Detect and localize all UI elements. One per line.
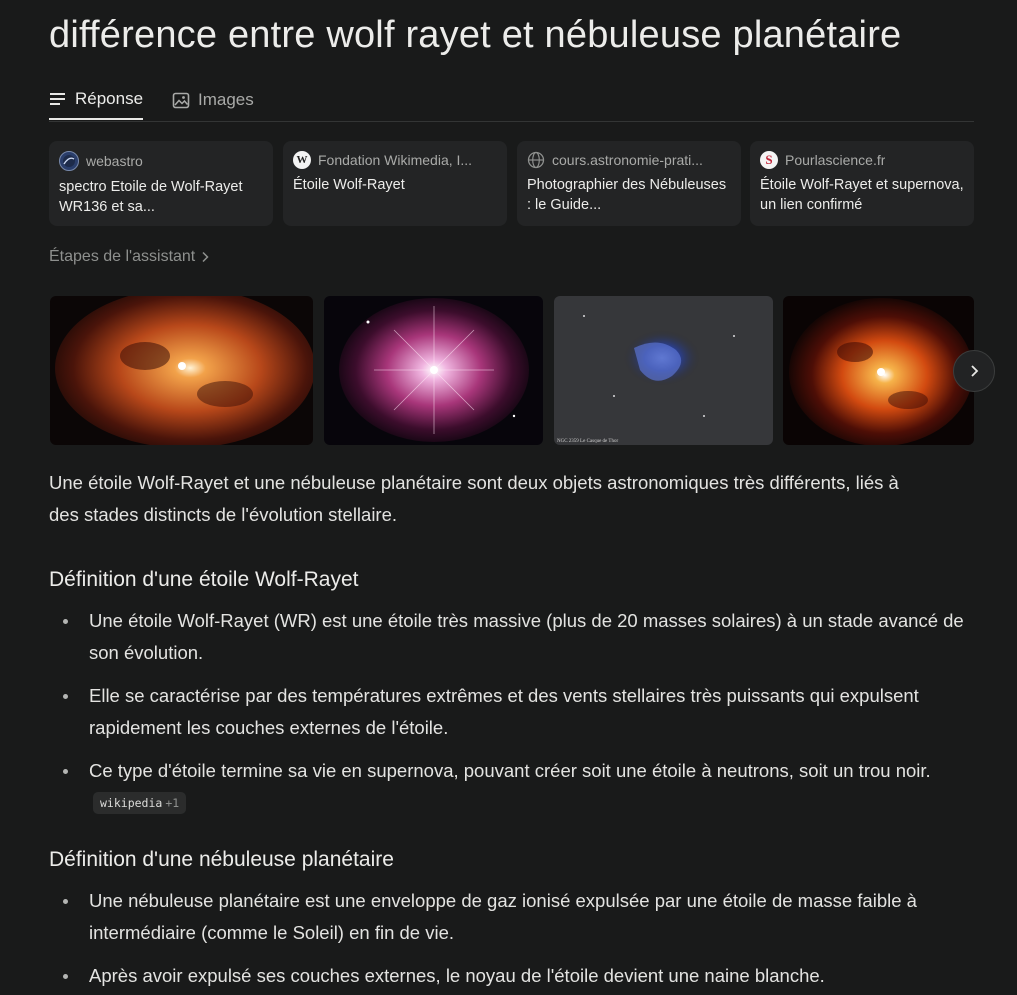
webastro-icon xyxy=(59,151,79,171)
list-item-text: Après avoir expulsé ses couches externes, le noyau de l'étoile devient une naine blanche. xyxy=(89,965,825,986)
assistant-steps-label: Étapes de l'assistant xyxy=(49,248,196,265)
image-gallery xyxy=(49,296,974,445)
list-item-text: Une étoile Wolf-Rayet (WR) est une étoile très massive (plus de 20 masses solaires) à un stade avancé de son évolution. xyxy=(89,610,964,663)
section-heading: Définition d'une nébuleuse planétaire xyxy=(49,848,394,871)
source-card[interactable] xyxy=(750,141,974,226)
sources-row xyxy=(49,141,974,226)
source-site: Fondation Wikimedia, I... xyxy=(318,152,473,168)
page-title: différence entre wolf rayet et nébuleuse planétaire xyxy=(49,14,902,56)
tab-bar xyxy=(49,80,974,122)
tab-reponse[interactable] xyxy=(49,80,143,120)
chevron-right-icon xyxy=(201,251,209,263)
source-card[interactable] xyxy=(283,141,507,226)
gallery-image[interactable] xyxy=(554,296,773,445)
list-item xyxy=(49,960,974,992)
source-card[interactable] xyxy=(517,141,741,226)
source-title: Photographier des Nébuleuses : le Guide... xyxy=(527,177,727,213)
citation-source: wikipedia xyxy=(100,796,163,810)
globe-icon xyxy=(527,151,545,169)
citation-more: +1 xyxy=(165,796,180,810)
pourlascience-icon: S xyxy=(760,151,778,169)
gallery-next-button[interactable] xyxy=(953,350,995,392)
source-card[interactable] xyxy=(49,141,273,226)
tab-images-label: Images xyxy=(198,90,254,109)
list-item-text: Une nébuleuse planétaire est une enveloppe de gaz ionisé expulsée par une étoile de masse faible à intermédiaire (comme le Soleil) en fin de vie. xyxy=(89,890,917,943)
source-site: cours.astronomie-prati... xyxy=(552,152,703,168)
source-title: spectro Etoile de Wolf-Rayet WR136 et sa... xyxy=(59,179,243,215)
assistant-steps-link[interactable] xyxy=(49,248,209,266)
image-caption: NGC 2359 Le Casque de Thor xyxy=(557,439,619,444)
source-title: Étoile Wolf-Rayet xyxy=(293,177,405,193)
wikipedia-icon: W xyxy=(293,151,311,169)
section2-list xyxy=(49,885,974,992)
list-icon xyxy=(49,92,67,106)
source-site: webastro xyxy=(86,153,143,169)
image-icon xyxy=(172,92,190,109)
chevron-right-icon xyxy=(969,364,979,378)
intro-paragraph: Une étoile Wolf-Rayet et une nébuleuse planétaire sont deux objets astronomiques très différents, liés à des stades distincts de l'évolution stellaire. xyxy=(49,472,899,525)
list-item xyxy=(49,605,974,669)
tab-reponse-label: Réponse xyxy=(75,89,144,108)
list-item xyxy=(49,885,974,949)
source-title: Étoile Wolf-Rayet et supernova, un lien confirmé xyxy=(760,177,964,213)
section-heading: Définition d'une étoile Wolf-Rayet xyxy=(49,568,359,591)
citation-chip[interactable] xyxy=(93,792,186,814)
tab-images[interactable] xyxy=(172,80,254,120)
list-item xyxy=(49,755,974,819)
section1-list xyxy=(49,605,974,819)
gallery-image[interactable] xyxy=(783,296,974,445)
source-site: Pourlascience.fr xyxy=(785,152,886,168)
list-item-text: Ce type d'étoile termine sa vie en supernova, pouvant créer soit une étoile à neutrons, soit un trou noir. xyxy=(89,760,931,781)
gallery-image[interactable] xyxy=(324,296,543,445)
list-item-text: Elle se caractérise par des températures extrêmes et des vents stellaires très puissants qui expulsent rapidement les couches externes de l'étoile. xyxy=(89,685,919,738)
gallery-image[interactable] xyxy=(50,296,313,445)
list-item xyxy=(49,680,974,744)
